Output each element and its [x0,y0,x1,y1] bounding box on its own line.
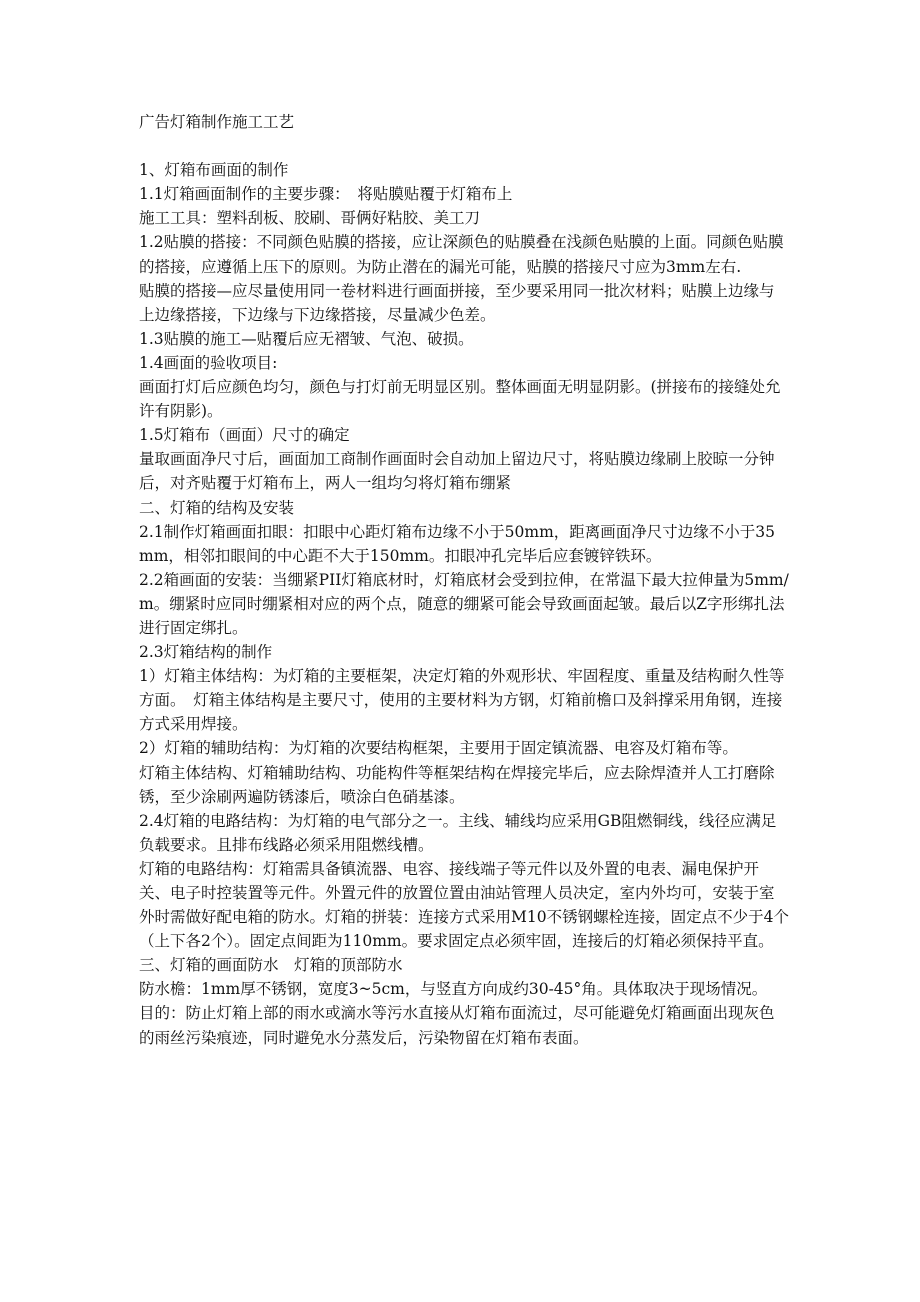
paragraph: 2）灯箱的辅助结构：为灯箱的次要结构框架，主要用于固定镇流器、电容及灯箱布等。 [139,739,738,758]
paragraph: 1.5灯箱布（画面）尺寸的确定 [139,426,350,445]
paragraph: 2.3灯箱结构的制作 [139,643,273,662]
section-heading: 三、灯箱的画面防水 灯箱的顶部防水 [139,956,403,975]
paragraph: 画面打灯后应颜色均匀，颜色与打灯前无明显区别。整体画面无明显阴影。(拼接布的接缝处允许有阴影)。 [139,378,781,421]
paragraph: 施工工具：塑料刮板、胶刷、哥俩好粘胶、美工刀 [139,209,481,228]
paragraph: 目的：防止灯箱上部的雨水或滴水等污水直接从灯箱布面流过，尽可能避免灯箱画面出现灰色的雨丝污染痕迹，同时避免水分蒸发后，污染物留在灯箱布表面。 [139,1004,775,1047]
paragraph: 1.4画面的验收项目: [139,353,278,372]
document-title: 广告灯箱制作施工工艺 [139,113,295,131]
paragraph: 1.3贴膜的施工—贴覆后应无褶皱、气泡、破损。 [139,329,474,348]
document-body [139,110,789,1050]
paragraph: 1）灯箱主体结构：为灯箱的主要框架，决定灯箱的外观形状、牢固程度、重量及结构耐久性等方面。 灯箱主体结构是主要尺寸，使用的主要材料为方钢，灯箱前檐口及斜撑采用角钢，连接方式采用焊接。 [139,667,785,734]
section-heading: 二、灯箱的结构及安装 [139,498,295,517]
paragraph: 灯箱的电路结构：灯箱需具备镇流器、电容、接线端子等元件以及外置的电表、漏电保护开关、电子时控装置等元件。外置元件的放置位置由油站管理人员决定，室内外均可，安装于室外时需做好配电箱的防水。灯箱的拼装：连接方式采用M10不锈钢螺栓连接，固定点不少于4个（上下各2个）。固定点间距为110mm。要求固定点必须牢固，连接后的灯箱必须保持平直。 [139,859,789,951]
paragraph: 贴膜的搭接—应尽量使用同一卷材料进行画面拼接，至少要采用同一批次材料；贴膜上边缘与上边缘搭接，下边缘与下边缘搭接，尽量减少色差。 [139,281,775,324]
paragraph: 量取画面净尺寸后，画面加工商制作画面时会自动加上留边尺寸，将贴膜边缘刷上胶晾一分钟后，对齐贴覆于灯箱布上，两人一组均匀将灯箱布绷紧 [139,450,775,493]
paragraph: 1.2贴膜的搭接：不同颜色贴膜的搭接，应让深颜色的贴膜叠在浅颜色贴膜的上面。同颜色贴膜的搭接，应遵循上压下的原则。为防止潜在的漏光可能，贴膜的搭接尺寸应为3mm左右. [139,233,784,276]
paragraph: 2.1制作灯箱画面扣眼：扣眼中心距灯箱布边缘不小于50mm，距离画面净尺寸边缘不小于35mm，相邻扣眼间的中心距不大于150mm。扣眼冲孔完毕后应套镀锌铁环。 [139,522,775,565]
paragraph: 灯箱主体结构、灯箱辅助结构、功能构件等框架结构在焊接完毕后，应去除焊渣并人工打磨除锈，至少涂刷两遍防锈漆后，喷涂白色硝基漆。 [139,763,775,806]
paragraph: 2.2箱画面的安装：当绷紧PII灯箱底材时，灯箱底材会受到拉伸，在常温下最大拉伸量为5mm/m。绷紧时应同时绷紧相对应的两个点，随意的绷紧可能会导致画面起皱。最后以Z字形绑扎法进行固定绑扎。 [139,570,789,637]
paragraph: 防水檐：1mm厚不锈钢，宽度3~5cm，与竖直方向成约30-45°角。具体取决于现场情况。 [139,980,768,999]
section-heading: 1、灯箱布画面的制作 [139,161,289,180]
paragraph: 1.1灯箱画面制作的主要步骤： 将贴膜贴覆于灯箱布上 [139,185,513,204]
paragraph: 2.4灯箱的电路结构：为灯箱的电气部分之一。主线、辅线均应采用GB阻燃铜线，线径应满足负载要求。且排布线路必须采用阻燃线槽。 [139,811,777,854]
